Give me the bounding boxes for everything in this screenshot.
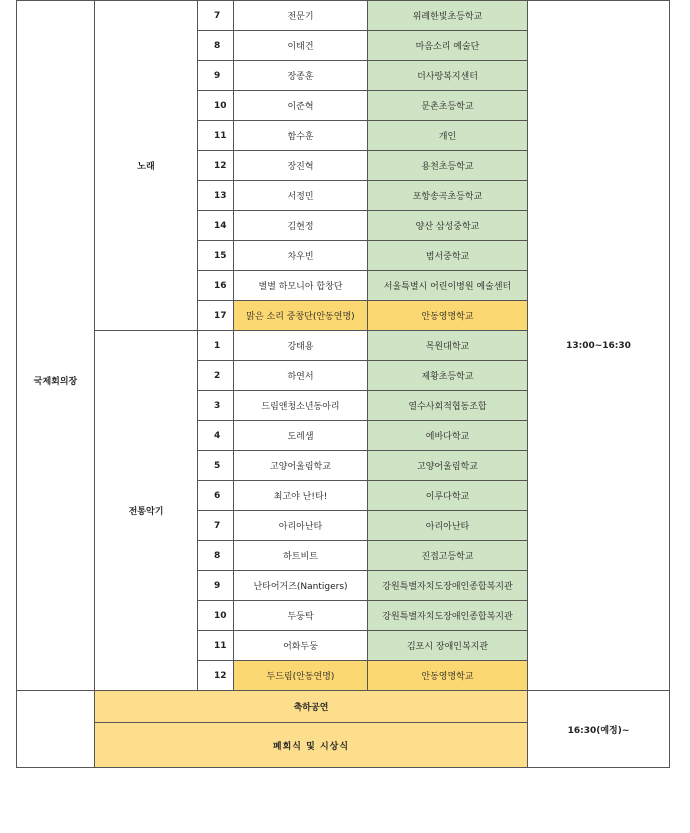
entry-number: 3 bbox=[198, 391, 234, 421]
venue-cell-empty bbox=[17, 691, 95, 768]
closing-cell: 폐회식 및 시상식 bbox=[95, 723, 528, 768]
performer-name: 난타어거즈(Nantigers) bbox=[234, 571, 368, 601]
entry-number: 9 bbox=[198, 571, 234, 601]
affiliation: 제황초등학교 bbox=[368, 361, 528, 391]
performer-name: 강태용 bbox=[234, 331, 368, 361]
affiliation: 고양어울림학교 bbox=[368, 451, 528, 481]
performer-name: 이준혁 bbox=[234, 91, 368, 121]
performer-name: 차우빈 bbox=[234, 241, 368, 271]
affiliation: 더사랑복지센터 bbox=[368, 61, 528, 91]
entry-number: 9 bbox=[198, 61, 234, 91]
entry-number: 8 bbox=[198, 31, 234, 61]
performer-name: 두드림(안동연명) bbox=[234, 661, 368, 691]
entry-number: 12 bbox=[198, 151, 234, 181]
affiliation: 안동영명학교 bbox=[368, 661, 528, 691]
affiliation: 진접고등학교 bbox=[368, 541, 528, 571]
venue-cell: 국제회의장 bbox=[17, 1, 95, 691]
performer-name: 장진혁 bbox=[234, 151, 368, 181]
entry-number: 13 bbox=[198, 181, 234, 211]
affiliation: 포항송곡초등학교 bbox=[368, 181, 528, 211]
entry-number: 15 bbox=[198, 241, 234, 271]
affiliation: 김포시 장애인복지관 bbox=[368, 631, 528, 661]
performer-name: 하연서 bbox=[234, 361, 368, 391]
time-cell: 13:00~16:30 bbox=[528, 1, 670, 691]
entry-number: 6 bbox=[198, 481, 234, 511]
affiliation: 위례한빛초등학교 bbox=[368, 1, 528, 31]
schedule-table bbox=[16, 0, 670, 768]
performer-name: 아리아난타 bbox=[234, 511, 368, 541]
affiliation: 목원대학교 bbox=[368, 331, 528, 361]
performer-name: 이태건 bbox=[234, 31, 368, 61]
entry-number: 11 bbox=[198, 631, 234, 661]
affiliation: 개인 bbox=[368, 121, 528, 151]
performer-name: 도레샘 bbox=[234, 421, 368, 451]
entry-number: 11 bbox=[198, 121, 234, 151]
performer-name: 함수훈 bbox=[234, 121, 368, 151]
affiliation: 아리아난타 bbox=[368, 511, 528, 541]
performer-name: 최고야 난!타! bbox=[234, 481, 368, 511]
entry-number: 14 bbox=[198, 211, 234, 241]
time-end-cell: 16:30(예정)~ bbox=[528, 691, 670, 768]
celebration-row bbox=[17, 691, 670, 723]
entry-number: 1 bbox=[198, 331, 234, 361]
affiliation: 서울특별시 어린이병원 예술센터 bbox=[368, 271, 528, 301]
performer-name: 맑은 소리 중창단(안동연명) bbox=[234, 301, 368, 331]
category-cell: 노래 bbox=[95, 1, 198, 331]
entry-number: 12 bbox=[198, 661, 234, 691]
affiliation: 마음소리 예술단 bbox=[368, 31, 528, 61]
affiliation: 안동영명학교 bbox=[368, 301, 528, 331]
entry-number: 10 bbox=[198, 91, 234, 121]
affiliation: 강원특별자치도장애인종합복지관 bbox=[368, 601, 528, 631]
performer-name: 전문기 bbox=[234, 1, 368, 31]
affiliation: 문촌초등학교 bbox=[368, 91, 528, 121]
affiliation: 열수사회적협동조합 bbox=[368, 391, 528, 421]
entry-number: 8 bbox=[198, 541, 234, 571]
performer-name: 어화두둥 bbox=[234, 631, 368, 661]
affiliation: 용천초등학교 bbox=[368, 151, 528, 181]
performer-name: 하트비트 bbox=[234, 541, 368, 571]
entry-number: 7 bbox=[198, 1, 234, 31]
performer-name: 김현정 bbox=[234, 211, 368, 241]
performer-name: 두둥탁 bbox=[234, 601, 368, 631]
affiliation: 범서중학교 bbox=[368, 241, 528, 271]
affiliation: 양산 삼성중학교 bbox=[368, 211, 528, 241]
performer-name: 드림앤청소년동아리 bbox=[234, 391, 368, 421]
affiliation: 강원특별자치도장애인종합복지관 bbox=[368, 571, 528, 601]
affiliation: 에바다학교 bbox=[368, 421, 528, 451]
entry-number: 5 bbox=[198, 451, 234, 481]
performer-name: 고양어울림학교 bbox=[234, 451, 368, 481]
entry-number: 10 bbox=[198, 601, 234, 631]
performer-name: 서정민 bbox=[234, 181, 368, 211]
entry-number: 7 bbox=[198, 511, 234, 541]
affiliation: 이루다학교 bbox=[368, 481, 528, 511]
entry-number: 4 bbox=[198, 421, 234, 451]
entry-number: 2 bbox=[198, 361, 234, 391]
performer-name: 별별 하모니아 합창단 bbox=[234, 271, 368, 301]
performer-name: 장종훈 bbox=[234, 61, 368, 91]
entry-number: 17 bbox=[198, 301, 234, 331]
celebration-cell: 축하공연 bbox=[95, 691, 528, 723]
entry-number: 16 bbox=[198, 271, 234, 301]
category-cell: 전통악기 bbox=[95, 331, 198, 691]
table-row bbox=[17, 1, 670, 31]
